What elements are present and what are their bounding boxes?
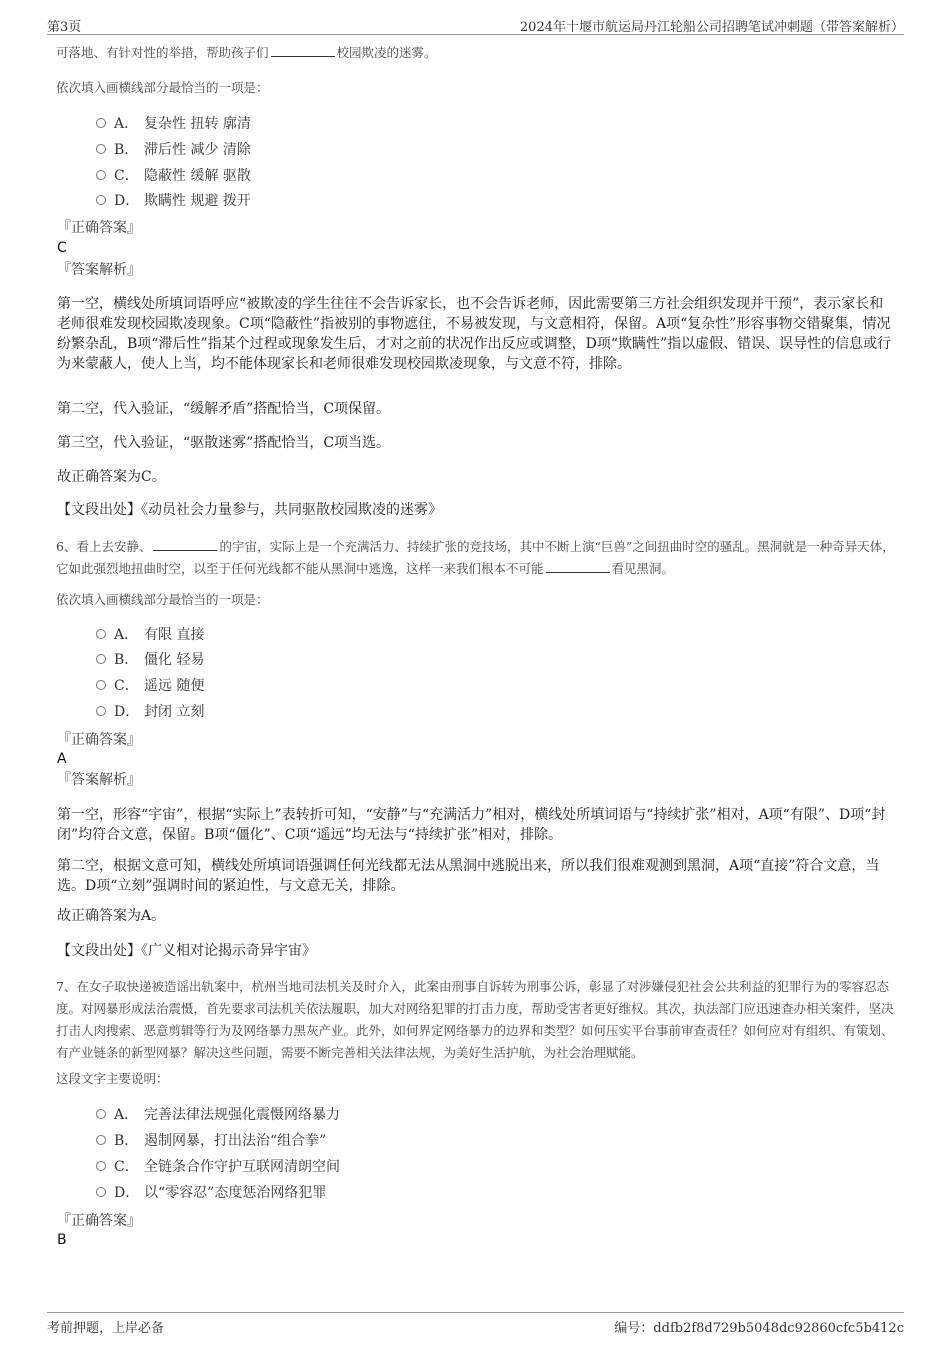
correct-answer: B [57,1232,67,1248]
analysis-paragraph: 第二空，根据文意可知，横线处所填词语强调任何光线都无法从黑洞中逃脱出来，所以我们很难观测到黑洞，A项“直接”符合文意，当选。D项“立刻”强调时间的紧迫性，与文意无关，排除。 [57,858,880,894]
correct-answer: A [57,751,67,767]
analysis-paragraph: 第三空，代入验证，“驱散迷雾”搭配恰当，C项当选。 [57,435,391,451]
correct-answer: C [57,240,67,256]
answer-blank [546,559,610,573]
footer-slogan: 考前押题，上岸必备 [47,1321,165,1336]
analysis-paragraph: 第一空，横线处所填词语呼应“被欺凌的学生往往不会告诉家长，也不会告诉老师，因此需要第三方社会组织发现并干预”，表示家长和老师很难发现校园欺凌现象。C项“隐蔽性”指被别的事物遮住，不易被发现，与文意相符，保留。A项“复杂性”形容事物交错聚集，情况纷繁杂乱，B项“滞后性”指某个过程或现象发生后，才对之前的状况作出反应或调整，D项“欺瞒性”指以虚假、错误、误导性的信息或行为来蒙蔽人，使人上当，均不能体现家长和老师很难发现校园欺凌现象，与文意不符，排除。 [57,296,892,372]
analysis-paragraph: 第二空，代入验证，“缓解矛盾”搭配恰当，C项保留。 [57,401,391,417]
option-5d[interactable]: D． 欺瞒性 规避 拨开 [96,191,251,211]
radio-button[interactable] [96,118,106,128]
radio-button[interactable] [96,144,106,154]
analysis-label: 『答案解析』 [57,262,141,278]
radio-button[interactable] [96,629,106,639]
source-citation: 【文段出处】《广义相对论揭示奇异宇宙》 [57,943,316,959]
option-7b[interactable]: B． 遏制网暴，打出法治“组合拳” [96,1131,326,1151]
source-citation: 【文段出处】《动员社会力量参与，共同驱散校园欺凌的迷雾》 [57,502,442,518]
radio-button[interactable] [96,1161,106,1171]
option-5b[interactable]: B． 滞后性 减少 清除 [96,140,251,160]
option-6d[interactable]: D． 封闭 立刻 [96,702,204,722]
option-5a[interactable]: A． 复杂性 扭转 廓清 [96,114,251,134]
option-5c[interactable]: C． 隐蔽性 缓解 驱散 [96,166,251,186]
analysis-label: 『答案解析』 [57,772,141,788]
radio-button[interactable] [96,1109,106,1119]
option-6a[interactable]: A． 有限 直接 [96,625,204,645]
option-7d[interactable]: D． 以“零容忍”态度惩治网络犯罪 [96,1183,326,1203]
analysis-conclusion: 故正确答案为A。 [57,908,166,924]
option-6c[interactable]: C． 遥远 随便 [96,676,204,696]
option-7a[interactable]: A． 完善法律法规强化震慑网络暴力 [96,1105,340,1125]
question-6-stem: 6、看上去安静、 的宇宙，实际上是一个充满活力、持续扩张的竞技场，其中不断上演“巨兽”之间扭曲时空的骚乱。黑洞就是一种奇异天体，它如此强烈地扭曲时空，以至于任何光线都不能从黑洞中逃逸，这样一来我们根本不可能 看见黑洞。 [56,539,895,576]
answer-blank [271,43,335,57]
radio-button[interactable] [96,1187,106,1197]
question-7-prompt: 这段文字主要说明： [56,1071,169,1086]
radio-button[interactable] [96,654,106,664]
answer-blank [153,537,217,551]
page-header [47,14,904,35]
correct-answer-label: 『正确答案』 [57,732,141,748]
document-id: 编号：ddfb2f8d729b5048dc92860cfc5b412c [614,1321,904,1336]
page-number: 第3页 [47,20,82,35]
radio-button[interactable] [96,195,106,205]
question-5-prompt: 依次填入画横线部分最恰当的一项是： [56,80,269,95]
radio-button[interactable] [96,706,106,716]
document-title: 2024年十堰市航运局丹江轮船公司招聘笔试冲刺题（带答案解析） [519,20,904,35]
question-6-prompt: 依次填入画横线部分最恰当的一项是： [56,592,269,607]
question-7-stem: 7、在女子取快递被造谣出轨案中，杭州当地司法机关及时介入，此案由刑事自诉转为刑事公诉，彰显了对涉嫌侵犯社会公共利益的犯罪行为的零容忍态度。对网暴形成法治震慑，首先要求司法机关依法履职，加大对网络犯罪的打击力度，帮助受害者更好维权。其次，执法部门应迅速查办相关案件，坚决打击人肉搜索、恶意剪辑等行为及网络暴力黑灰产业。此外，如何界定网络暴力的边界和类型？如何压实平台事前审查责任？如何应对有组织、有策划、有产业链条的新型网暴？解决这些问题，需要不断完善相关法律法规，为美好生活护航，为社会治理赋能。 [56,979,894,1060]
radio-button[interactable] [96,1135,106,1145]
analysis-conclusion: 故正确答案为C。 [57,469,166,485]
question-5-tail: 可落地、有针对性的举措，帮助孩子们 校园欺凌的迷雾。 [56,45,437,60]
radio-button[interactable] [96,680,106,690]
radio-button[interactable] [96,170,106,180]
analysis-paragraph: 第一空，形容“宇宙”，根据“实际上”表转折可知，“安静”与“充满活力”相对，横线处所填词语与“持续扩张”相对，A项“有限”、D项“封闭”均符合文意，保留。B项“僵化”、C项“遥远”均无法与“持续扩张”相对，排除。 [57,807,886,843]
option-6b[interactable]: B． 僵化 轻易 [96,650,204,670]
correct-answer-label: 『正确答案』 [57,220,141,236]
option-7c[interactable]: C． 全链条合作守护互联网清朗空间 [96,1157,340,1177]
correct-answer-label: 『正确答案』 [57,1213,141,1229]
page-footer [47,1312,904,1335]
